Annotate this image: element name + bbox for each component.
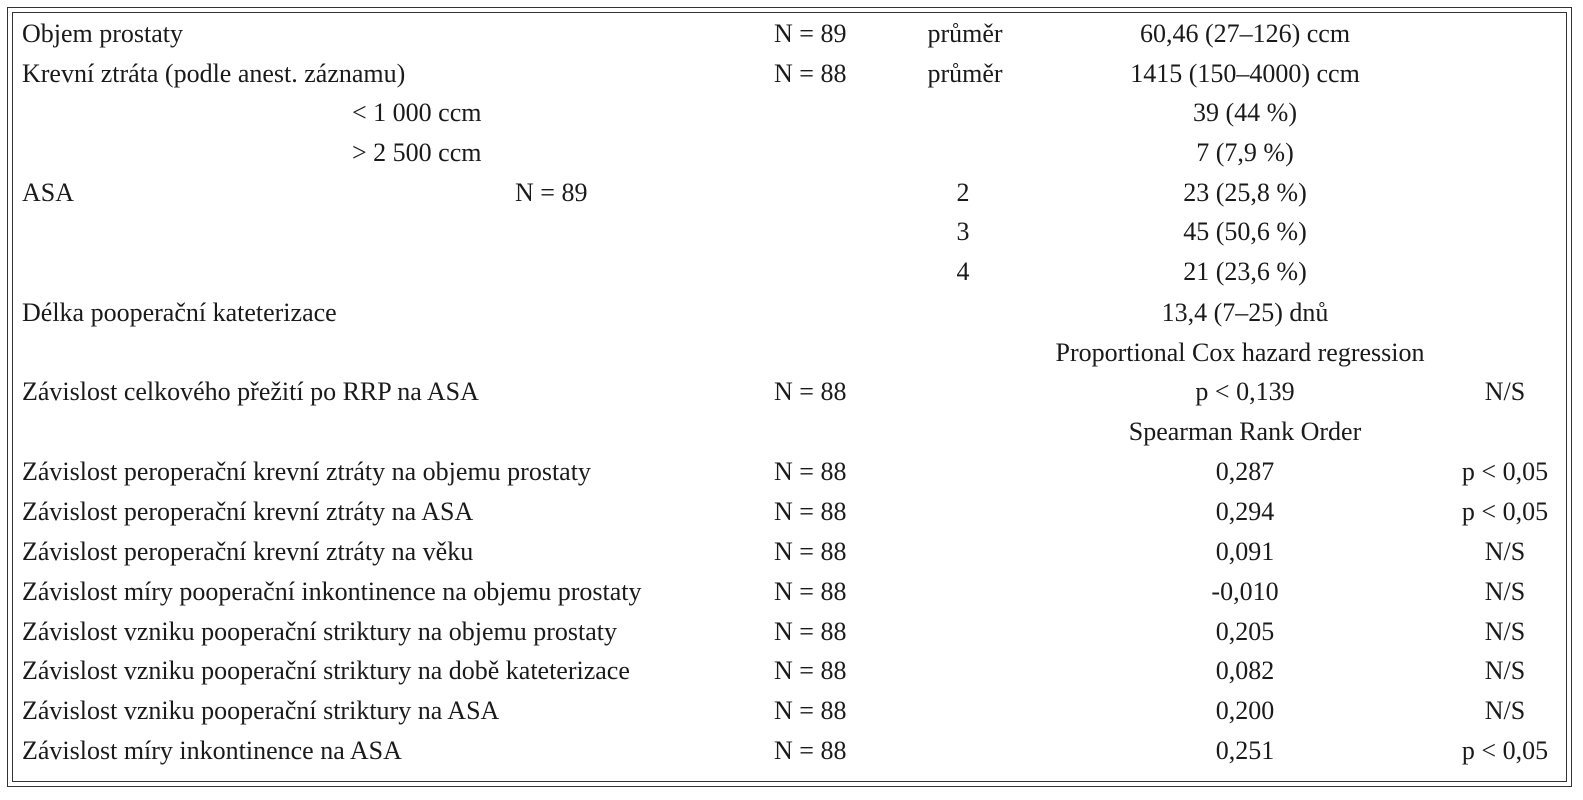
row-label: < 1 000 ccm (352, 98, 482, 127)
row-value: 23 (25,8 %) (1183, 178, 1307, 207)
row-value: 0,205 (1215, 617, 1275, 646)
row-value: 0,200 (1215, 696, 1275, 725)
row-n: N = 88 (774, 656, 847, 685)
row-n: N = 89 (774, 19, 847, 48)
row-stat: 2 (956, 178, 970, 207)
row-value: 0,287 (1215, 457, 1275, 486)
row-significance: N/S (1484, 656, 1526, 685)
table-row (0, 133, 1583, 173)
row-label: Krevní ztráta (podle anest. záznamu) (22, 59, 406, 88)
section-heading-spearman: Spearman Rank Order (1128, 417, 1362, 446)
row-stat: průměr (927, 59, 1003, 88)
table-row (0, 54, 1583, 94)
row-significance: N/S (1484, 696, 1526, 725)
table-row (0, 293, 1583, 333)
row-label: Délka pooperační kateterizace (22, 298, 337, 327)
row-label: Závislost peroperační krevní ztráty na věku (22, 537, 474, 566)
row-significance: N/S (1484, 537, 1526, 566)
row-label: > 2 500 ccm (352, 138, 482, 167)
table-row (0, 532, 1583, 572)
row-n: N = 88 (774, 617, 847, 646)
row-value: 21 (23,6 %) (1183, 257, 1307, 286)
row-n: N = 88 (774, 537, 847, 566)
row-value: 45 (50,6 %) (1183, 217, 1307, 246)
row-label: Závislost míry pooperační inkontinence na objemu prostaty (22, 577, 642, 606)
table-row (0, 372, 1583, 412)
row-n: N = 88 (774, 577, 847, 606)
row-label: Závislost peroperační krevní ztráty na objemu prostaty (22, 457, 591, 486)
row-significance: p < 0,05 (1461, 497, 1549, 526)
row-value: p < 0,139 (1195, 377, 1295, 406)
row-value: 7 (7,9 %) (1196, 138, 1294, 167)
table-row (0, 333, 1583, 373)
row-label: Závislost vzniku pooperační striktury na objemu prostaty (22, 617, 617, 646)
row-stat: 4 (956, 257, 970, 286)
row-n: N = 89 (515, 178, 588, 207)
table-row (0, 173, 1583, 213)
table-row (0, 452, 1583, 492)
row-n: N = 88 (774, 457, 847, 486)
row-significance: N/S (1484, 577, 1526, 606)
table-row (0, 691, 1583, 731)
row-value: 60,46 (27–126) ccm (1139, 19, 1351, 48)
row-value: 13,4 (7–25) dnů (1161, 298, 1329, 327)
row-n: N = 88 (774, 696, 847, 725)
row-value: -0,010 (1211, 577, 1279, 606)
table-row (0, 14, 1583, 54)
row-n: N = 88 (774, 736, 847, 765)
row-label: Závislost vzniku pooperační striktury na ASA (22, 696, 500, 725)
table-row (0, 252, 1583, 292)
row-n: N = 88 (774, 377, 847, 406)
row-label: Závislost míry inkontinence na ASA (22, 736, 402, 765)
row-label: ASA (22, 178, 75, 207)
table-row (0, 612, 1583, 652)
row-value: 0,294 (1215, 497, 1275, 526)
row-n: N = 88 (774, 59, 847, 88)
row-value: 0,091 (1215, 537, 1275, 566)
table-row (0, 93, 1583, 133)
row-label: Závislost vzniku pooperační striktury na době kateterizace (22, 656, 630, 685)
table-row (0, 651, 1583, 691)
table-row (0, 412, 1583, 452)
row-significance: p < 0,05 (1461, 457, 1549, 486)
row-label: Závislost celkového přežití po RRP na ASA (22, 377, 479, 406)
row-value: 0,082 (1215, 656, 1275, 685)
row-stat: 3 (956, 217, 970, 246)
row-significance: N/S (1484, 617, 1526, 646)
row-value: 39 (44 %) (1193, 98, 1297, 127)
row-value: 0,251 (1215, 736, 1275, 765)
table-row (0, 492, 1583, 532)
row-label: Závislost peroperační krevní ztráty na ASA (22, 497, 474, 526)
table-row (0, 212, 1583, 252)
section-heading-cox: Proportional Cox hazard regression (1055, 338, 1425, 367)
row-value: 1415 (150–4000) ccm (1130, 59, 1360, 88)
row-label: Objem prostaty (22, 19, 184, 48)
row-stat: průměr (927, 19, 1003, 48)
row-n: N = 88 (774, 497, 847, 526)
table-row (0, 572, 1583, 612)
row-significance: N/S (1484, 377, 1526, 406)
table-row (0, 731, 1583, 771)
row-significance: p < 0,05 (1461, 736, 1549, 765)
